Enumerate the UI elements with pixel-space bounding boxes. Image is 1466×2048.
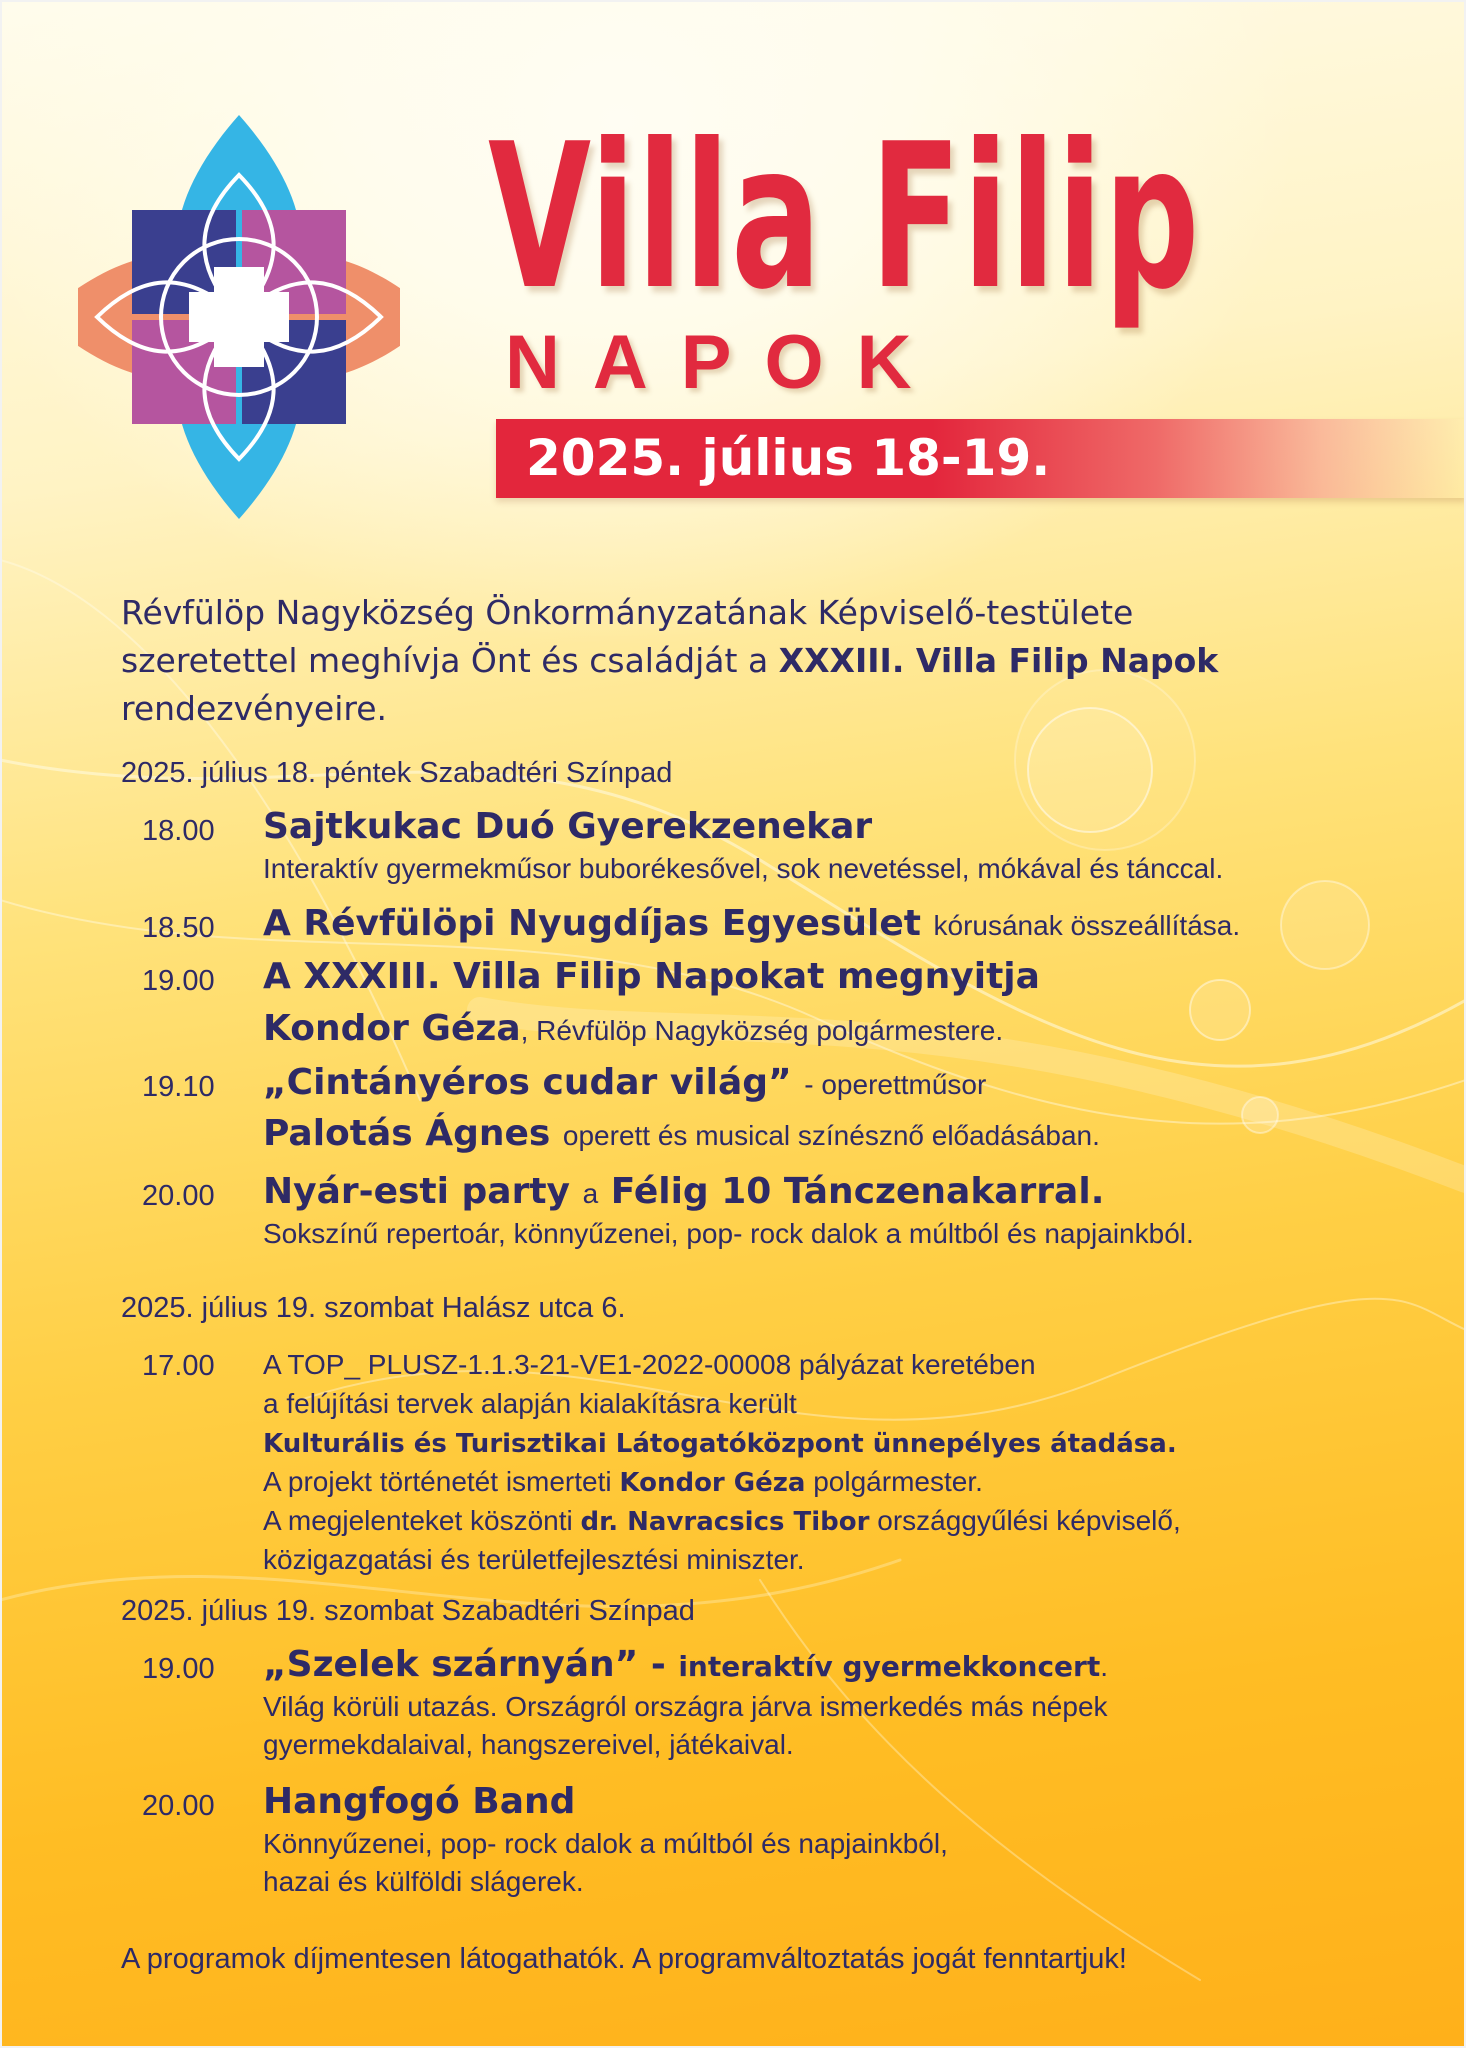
intro-line-1: Révfülöp Nagyközség Önkormányzatának Képviselő-testülete (121, 593, 1134, 632)
event-subtitle: NAPOK (505, 320, 945, 405)
day1-heading: 2025. július 18. péntek Szabadtéri Színpad (121, 757, 673, 789)
event-detail: Könnyűzenei, pop- rock dalok a múltból és napjainkból, (263, 1828, 948, 1859)
event-detail: a felújítási tervek alapján kialakításra került (263, 1388, 797, 1419)
day2-stage-heading: 2025. július 19. szombat Szabadtéri Színpad (121, 1595, 695, 1627)
event-detail: A TOP_ PLUSZ-1.1.3-21-VE1-2022-00008 pályázat keretében (263, 1349, 1036, 1380)
event-detail: hazai és külföldi slágerek. (263, 1866, 584, 1897)
event-title: „Cintányéros cudar világ” - operettműsor (263, 1062, 987, 1103)
event-title: Sajtkukac Duó Gyerekzenekar (263, 806, 873, 847)
event-time: 20.00 (142, 1180, 215, 1212)
event-detail: Interaktív gyermekműsor buborékesővel, sok nevetéssel, mókával és tánccal. (263, 853, 1224, 884)
day2-heading: 2025. július 19. szombat Halász utca 6. (121, 1292, 626, 1324)
event-detail: közigazgatási és területfejlesztési miniszter. (263, 1544, 805, 1575)
event-detail: A projekt történetét ismerteti Kondor Géza polgármester. (263, 1466, 983, 1498)
festival-name: XXXIII. Villa Filip Napok (778, 641, 1219, 680)
event-time: 20.00 (142, 1790, 215, 1822)
intro-line-2: szeretettel meghívja Önt és családját a XXXIII. Villa Filip Napok (121, 641, 1219, 680)
event-speaker: Kondor Géza, Révfülöp Nagyközség polgármestere. (263, 1008, 1004, 1049)
event-detail: Világ körüli utazás. Országról országra járva ismerkedés más népek (263, 1691, 1108, 1722)
event-time: 19.10 (142, 1071, 215, 1103)
event-time: 19.00 (142, 1653, 215, 1685)
event-title: A Révfülöpi Nyugdíjas Egyesület kórusának összeállítása. (263, 903, 1241, 944)
event-title: Villa Filip (488, 101, 1201, 334)
event-date: 2025. július 18-19. (526, 429, 1051, 487)
date-band (496, 419, 1466, 498)
event-title: A XXXIII. Villa Filip Napokat megnyitja (263, 956, 1040, 997)
event-title: Kulturális és Turisztikai Látogatóközpont ünnepélyes átadása. (263, 1429, 1177, 1459)
event-title: Hangfogó Band (263, 1781, 576, 1822)
event-detail: Sokszínű repertoár, könnyűzenei, pop- rock dalok a múltból és napjainkból. (263, 1218, 1194, 1249)
event-time: 18.50 (142, 912, 215, 944)
event-time: 19.00 (142, 965, 215, 997)
villa-filip-logo-icon (78, 112, 400, 522)
event-detail: A megjelenteket köszönti dr. Navracsics Tibor országgyűlési képviselő, (263, 1505, 1181, 1537)
footer-note: A programok díjmentesen látogathatók. A programváltoztatás jogát fenntartjuk! (121, 1943, 1127, 1975)
event-time: 18.00 (142, 815, 215, 847)
event-title: Nyár-esti party a Félig 10 Tánczenakarral. (263, 1171, 1105, 1212)
intro-line-3: rendezvényeire. (121, 689, 388, 728)
event-title: „Szelek szárnyán” - interaktív gyermekkoncert. (263, 1644, 1109, 1685)
event-detail: gyermekdalaival, hangszereivel, játékaival. (263, 1729, 794, 1760)
event-time: 17.00 (142, 1350, 215, 1382)
event-performer: Palotás Ágnes operett és musical színésznő előadásában. (263, 1113, 1100, 1154)
